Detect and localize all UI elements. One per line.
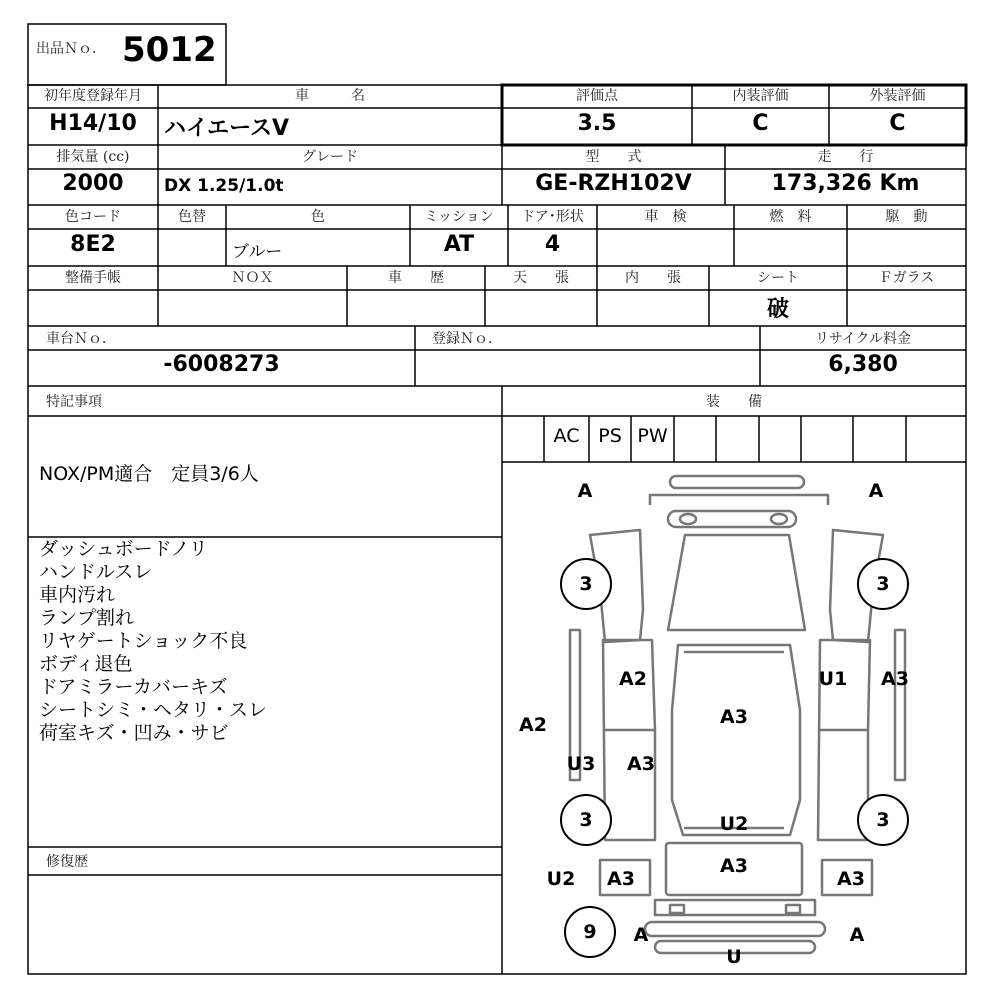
- score-value: 3.5: [577, 111, 617, 136]
- notes-item: ダッシュボードノリ: [39, 538, 208, 560]
- damage-tailgate: A3: [720, 855, 748, 877]
- color-code-value: 8E2: [70, 232, 116, 257]
- spare-tire-value: 9: [583, 921, 597, 943]
- exterior-rating-label: 外装評価: [869, 88, 926, 104]
- spare-tire: [564, 906, 616, 958]
- door-shape-value: 4: [544, 232, 561, 257]
- door-shape-label: ドア･形状: [521, 209, 584, 225]
- damage-left-side: A2: [519, 714, 547, 736]
- mileage-value: 173,326 Km: [771, 171, 920, 196]
- interior-rating-label: 内装評価: [732, 88, 789, 104]
- car-name-label: 車 名: [295, 88, 365, 104]
- front-glass-label: Ｆガラス: [878, 270, 935, 286]
- recycle-fee-value: 6,380: [828, 352, 898, 377]
- vehicle-history-label: 車 歴: [388, 270, 444, 286]
- score-label: 評価点: [576, 88, 618, 104]
- maintenance-book-label: 整備手帳: [65, 270, 121, 286]
- notes-item: ハンドルスレ: [39, 561, 153, 583]
- damage-bumper-left: A: [633, 924, 649, 946]
- equipment-pw: PW: [637, 425, 668, 447]
- tire-front-left: [560, 558, 612, 610]
- notes-first-line: NOX/PM適合 定員3/6人: [39, 463, 259, 485]
- notes-item: 車内汚れ: [39, 584, 116, 606]
- displacement-value: 2000: [62, 171, 124, 196]
- color-code-label: 色コード: [65, 209, 121, 225]
- first-registration-label: 初年度登録年月: [44, 88, 142, 104]
- tire-front-right-value: 3: [876, 573, 890, 595]
- fuel-label: 燃 料: [769, 209, 812, 225]
- notes-label: 特記事項: [46, 394, 102, 410]
- tire-front-right: [857, 558, 909, 610]
- grade-label: グレード: [302, 149, 358, 165]
- notes-item: リヤゲートショック不良: [39, 630, 248, 652]
- damage-bumper-bottom: U: [726, 946, 742, 968]
- chassis-number-value: -6008273: [163, 352, 280, 377]
- interior-trim-label: 内 張: [625, 270, 681, 286]
- registration-number-label: 登録Ｎｏ．: [432, 331, 502, 347]
- displacement-label: 排気量 (cc): [56, 149, 130, 165]
- tire-rear-left: [560, 794, 612, 846]
- equipment-ps: PS: [598, 425, 622, 447]
- lot-number: 5012: [122, 30, 217, 70]
- damage-roof: A3: [720, 706, 748, 728]
- mileage-label: 走 行: [817, 149, 874, 165]
- model-code-value: GE-RZH102V: [535, 171, 692, 196]
- interior-rating-value: C: [752, 111, 769, 136]
- recycle-fee-label: リサイクル料金: [814, 331, 912, 347]
- tire-rear-left-value: 3: [579, 809, 593, 831]
- damage-left-front-door: A2: [619, 668, 647, 690]
- exterior-rating-value: C: [889, 111, 906, 136]
- equipment-ac: AC: [553, 425, 580, 447]
- lot-number-label: 出品Ｎｏ．: [36, 41, 106, 57]
- first-registration-value: H14/10: [49, 111, 137, 136]
- repair-history-label: 修復歴: [46, 854, 88, 870]
- equipment-label: 装 備: [706, 394, 762, 410]
- damage-right-a3: A3: [881, 668, 909, 690]
- damage-rear-center: U2: [719, 813, 749, 835]
- damage-left-a3: A3: [627, 753, 655, 775]
- notes-list: [39, 538, 267, 745]
- drive-label: 駆 動: [885, 209, 928, 225]
- damage-front-left: A: [577, 480, 593, 502]
- color-value: ブルー: [232, 242, 283, 262]
- tire-rear-right: [857, 794, 909, 846]
- damage-rear-right: A3: [837, 868, 865, 890]
- damage-left-u3: U3: [566, 753, 596, 775]
- transmission-value: AT: [443, 232, 475, 257]
- notes-item: ランプ割れ: [39, 607, 135, 629]
- damage-bumper-right: A: [849, 924, 865, 946]
- tire-rear-right-value: 3: [876, 809, 890, 831]
- damage-rear-left-a3: A3: [607, 868, 635, 890]
- grade-value: DX 1.25/1.0t: [164, 176, 284, 196]
- seat-value: 破: [766, 297, 789, 322]
- notes-item: ボディ退色: [39, 653, 133, 675]
- model-code-label: 型 式: [585, 149, 642, 165]
- damage-right-u1: U1: [818, 668, 848, 690]
- car-name-value: ハイエースV: [164, 116, 290, 141]
- color-label: 色: [311, 209, 325, 225]
- color-change-label: 色替: [178, 209, 206, 225]
- nox-label: ＮＯＸ: [231, 270, 274, 286]
- notes-item: シートシミ・ヘタリ・スレ: [39, 699, 268, 721]
- damage-rear-left-u2: U2: [546, 868, 576, 890]
- tire-front-left-value: 3: [579, 573, 593, 595]
- notes-item: ドアミラーカバーキズ: [39, 676, 228, 698]
- notes-item: 荷室キズ・凹み・サビ: [39, 722, 229, 744]
- headliner-label: 天 張: [513, 270, 569, 286]
- inspection-label: 車 検: [644, 209, 687, 225]
- seat-label: シート: [757, 270, 799, 286]
- damage-front-right: A: [868, 480, 884, 502]
- chassis-number-label: 車台Ｎｏ．: [46, 331, 116, 347]
- transmission-label: ミッション: [424, 209, 494, 225]
